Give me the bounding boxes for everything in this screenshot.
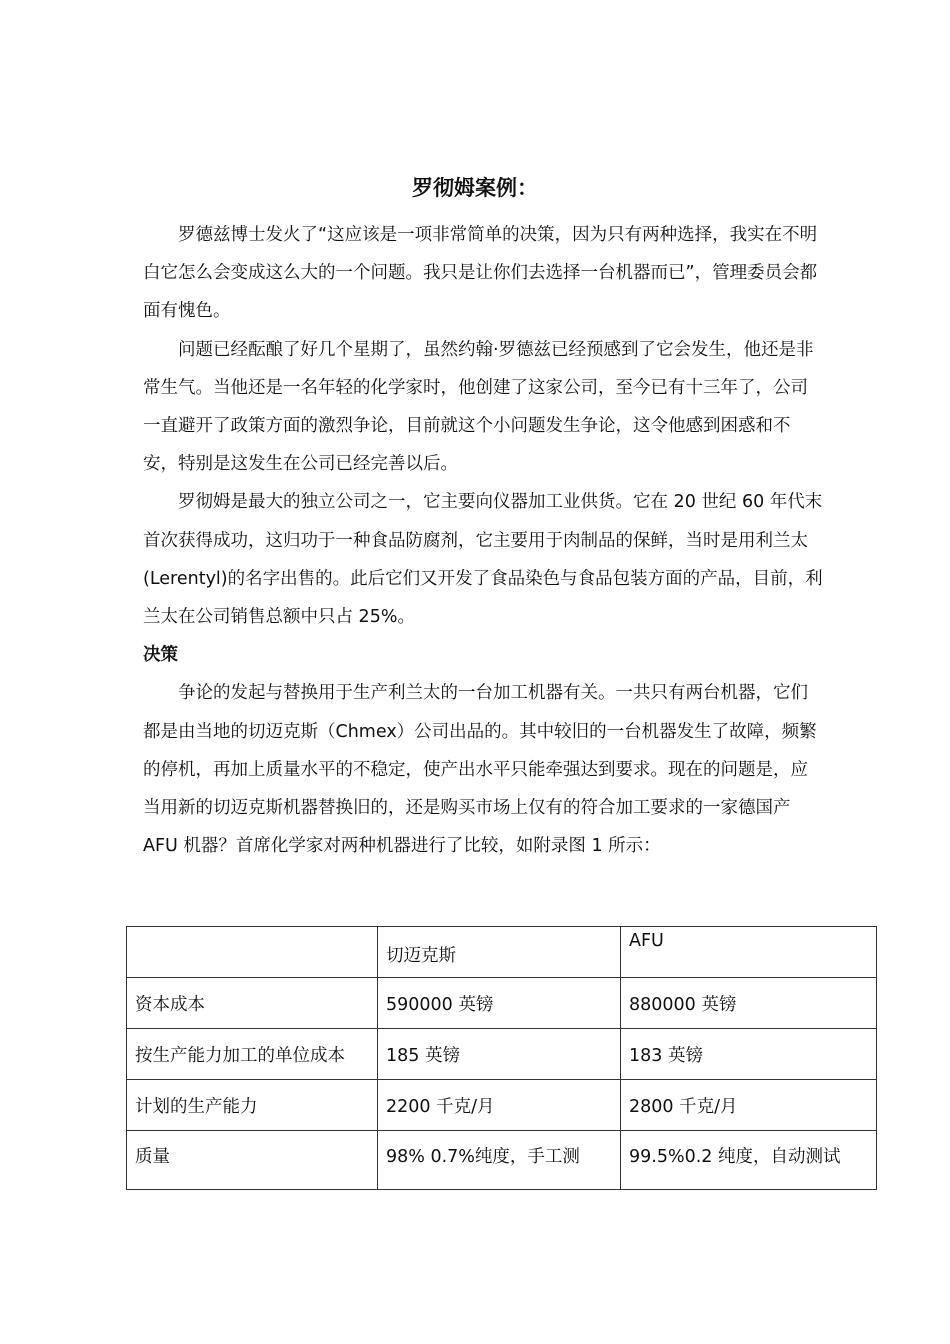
table-header-row [127,927,877,978]
document-title: 罗彻姆案例： [412,176,538,200]
table-row [127,1080,877,1131]
table-cell [127,927,378,978]
table-cell: 2200 千克/月 [378,1080,621,1131]
table-cell: 计划的生产能力 [127,1080,378,1131]
section-heading: 决策 [143,645,178,666]
table-cell: 资本成本 [127,978,378,1029]
table-cell: 质量 [127,1131,378,1190]
paragraph-2: 问题已经酝酿了好几个星期了，虽然约翰·罗德兹已经预感到了它会发生，他还是非常生气。当他还是一名年轻的化学家时，他创建了这家公司，至今已有十三年了，公司一直避开了政策方面的激烈争论，目前就这个小问题发生争论，这令他感到困惑和不安，特别是这发生在公司已经完善以后。 [143,339,814,475]
table-cell: 183 英镑 [621,1029,877,1080]
paragraph-1: 罗德兹博士发火了“这应该是一项非常简单的决策，因为只有两种选择，我实在不明白它怎么会变成这么大的一个问题。我只是让你们去选择一台机器而已”，管理委员会都面有愧色。 [143,225,818,322]
table-row [127,1029,877,1080]
comparison-table [126,926,877,1190]
document-body [143,216,823,865]
paragraph-3: 罗彻姆是最大的独立公司之一，它主要向仪器加工业供货。它在 20 世纪 60 年代末首次获得成功，这归功于一种食品防腐剂，它主要用于肉制品的保鲜，当时是用利兰太(Lerentyl)的名字出售的。此后它们又开发了食品染色与食品包装方面的产品，目前，利兰太在公司销售总额中只占 25%。 [143,492,823,628]
table-cell: 2800 千克/月 [621,1080,877,1131]
table-cell: 99.5%0.2 纯度，自动测试 [621,1131,877,1190]
table-row [127,1131,877,1190]
table-cell: 98% 0.7%纯度，手工测 [378,1131,621,1190]
table-row [127,978,877,1029]
table-cell: 880000 英镑 [621,978,877,1029]
table-cell: 590000 英镑 [378,978,621,1029]
table-cell: 按生产能力加工的单位成本 [127,1029,378,1080]
table-header-afu: AFU [621,927,877,978]
table-header-chmex: 切迈克斯 [378,927,621,978]
table-cell: 185 英镑 [378,1029,621,1080]
section-paragraph: 争论的发起与替换用于生产利兰太的一台加工机器有关。一共只有两台机器，它们都是由当地的切迈克斯（Chmex）公司出品的。其中较旧的一台机器发生了故障，频繁的停机，再加上质量水平的不稳定，使产出水平只能牵强达到要求。现在的问题是，应当用新的切迈克斯机器替换旧的，还是购买市场上仅有的符合加工要求的一家德国产 AFU 机器？首席化学家对两种机器进行了比较，如附录图 1 所示： [143,683,817,857]
